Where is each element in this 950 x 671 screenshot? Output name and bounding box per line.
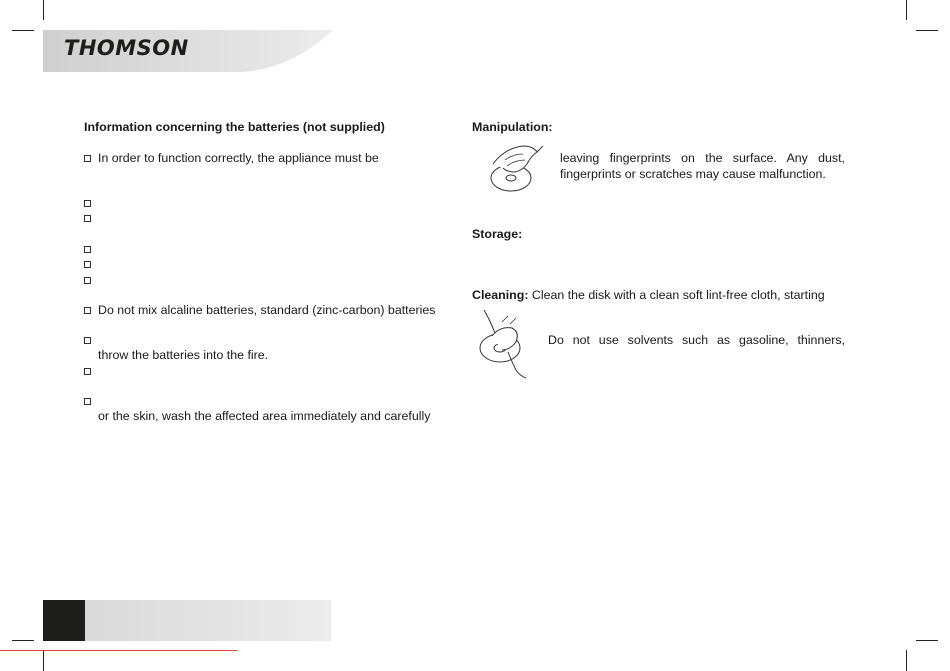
disc-handling-icon [483,142,549,194]
cleaning-paragraph [472,288,825,303]
crop-mark [906,0,907,20]
bullet-marker [84,307,91,314]
bullet-marker [84,368,91,375]
battery-bullet-text: Do not mix alcaline batteries, standard (zinc-carbon) batteries [98,303,436,317]
disc-cleaning-icon [478,306,528,380]
footer-band [43,600,333,641]
bullet-marker [84,155,91,162]
bullet-marker [84,215,91,222]
cleaning-line: Do not use solvents such as gasoline, thinners, [548,333,845,347]
manipulation-text [560,151,845,182]
crop-mark [43,650,44,671]
print-guide-line [0,650,237,651]
crop-mark [916,30,938,31]
manipulation-line: fingerprints or scratches may cause malfunction. [560,166,826,181]
bullet-marker [84,277,91,284]
cleaning-heading: Cleaning: [472,288,529,302]
battery-bullet-text: In order to function correctly, the appliance must be [98,151,379,165]
storage-heading: Storage: [472,227,523,241]
crop-mark [916,640,938,641]
cleaning-text: Clean the disk with a clean soft lint-free cloth, starting [531,288,825,302]
crop-mark [906,650,907,671]
crop-mark [12,30,34,31]
page-number-box [43,600,85,641]
crop-mark [43,0,44,20]
battery-bullet-continuation: or the skin, wash the affected area immediately and carefully [98,409,431,423]
bullet-marker [84,337,91,344]
manipulation-heading: Manipulation: [472,120,553,134]
battery-bullet-continuation: throw the batteries into the fire. [98,348,269,362]
battery-info-heading: Information concerning the batteries (not supplied) [84,120,385,134]
bullet-marker [84,261,91,268]
crop-mark [12,640,34,641]
manipulation-line: leaving fingerprints on the surface. Any dust, [560,151,845,165]
cleaning-text-2 [548,333,845,349]
bullet-marker [84,200,91,207]
bullet-marker [84,246,91,253]
bullet-marker [84,398,91,405]
brand-logo: THOMSON [64,36,189,60]
